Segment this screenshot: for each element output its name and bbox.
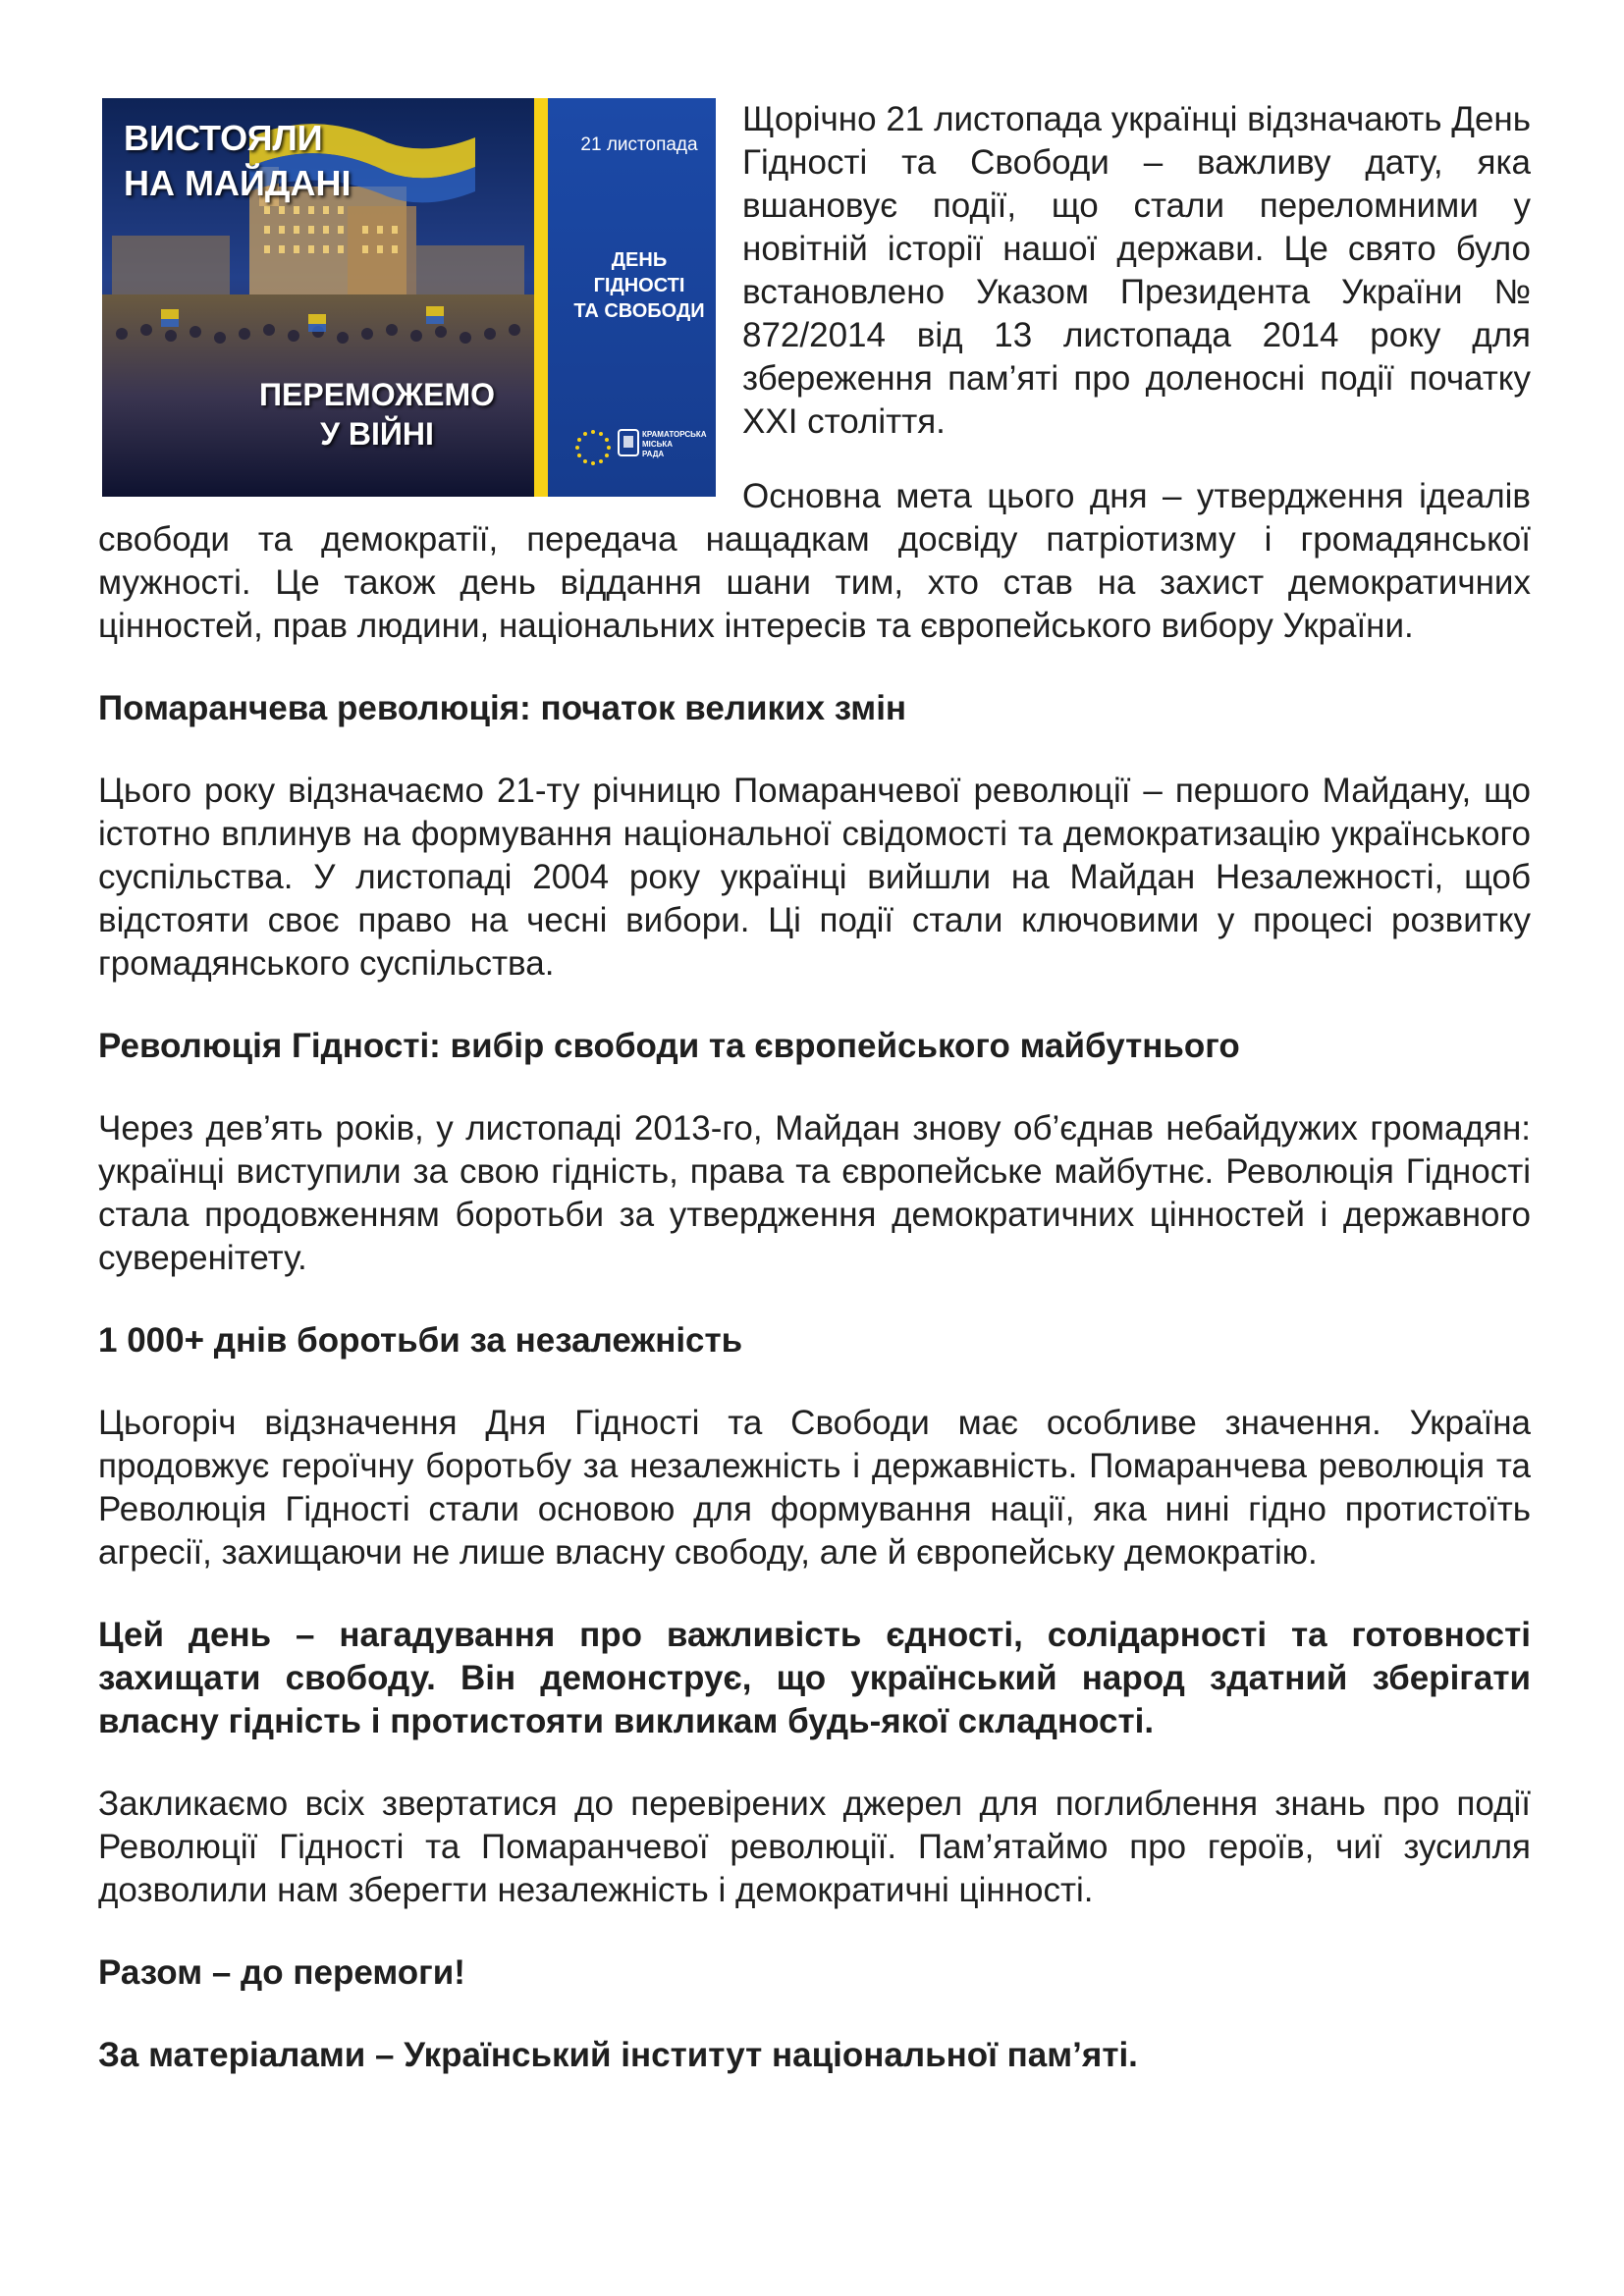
section-heading-orange-revolution: Помаранчева революція: початок великих змін: [98, 689, 907, 727]
section-text-struggle: Цьогоріч відзначення Дня Гідності та Свободи має особливе значення. Україна продовжує героїчну боротьбу за незалежність і державність. Помаранчева революція та Революція Гідності стали основою для формування нації, яка нині гідно протистоїть агресії, захищаючи не лише власну свободу, але й європейську демократію.: [98, 1404, 1531, 1572]
poster-date: 21 листопада: [580, 134, 698, 155]
dignity-day-poster: [102, 98, 716, 497]
poster-day-line1: ДЕНЬ: [611, 249, 668, 271]
poster-council-line2: МІСЬКА: [642, 440, 674, 449]
poster-motto: [249, 375, 505, 454]
mission-paragraph: Основна мета цього дня – утвердження ідеалів свободи та демократії, передача нащадкам досвіду патріотизму і громадянської мужності. Це також день віддання шани тим, хто став на захист демократичних цінностей, прав людини, національних інтересів та європейського вибору України.: [98, 477, 1531, 645]
poster-motto-line2: У ВІЙНІ: [320, 416, 434, 452]
poster-headline-line2: НА МАЙДАНІ: [124, 163, 352, 203]
section-text-revolution-of-dignity: Через дев’ять років, у листопаді 2013-го, Майдан знову об’єднав небайдужих громадян: українці виступили за свою гідність, права та європейське майбутнє. Революція Гідності стала продовженням боротьби за утвердження демократичних цінностей і державного суверенітету.: [98, 1109, 1531, 1277]
section-heading-revolution-of-dignity: Революція Гідності: вибір свободи та європейського майбутнього: [98, 1027, 1240, 1065]
section-heading-struggle: 1 000+ днів боротьби за незалежність: [98, 1321, 743, 1360]
intro-paragraph: Щорічно 21 листопада українці відзначають День Гідності та Свободи – важливу дату, яка вшановує події, що стали переломними у новітній історії нашої держави. Це свято було встановлено Указом Президента України № 872/2014 від 13 листопада 2014 року для збереження пам’яті про доленосні події початку XXI століття.: [742, 100, 1531, 441]
source-credit: За матеріалами – Український інститут національної пам’яті.: [98, 2036, 1138, 2074]
poster-council-line1: КРАМАТОРСЬКА: [642, 430, 707, 439]
poster-day-line2: ГІДНОСТІ: [593, 275, 685, 296]
poster-motto-line1: ПЕРЕМОЖЕМО: [259, 377, 495, 412]
poster-headline: [124, 116, 458, 206]
section-text-orange-revolution: Цього року відзначаємо 21-ту річницю Помаранчевої революції – першого Майдану, що істотно вплинув на формування національної свідомості та демократизацію українського суспільства. У листопаді 2004 року українці вийшли на Майдан Незалежності, щоб відстояти своє право на чесні вибори. Ці події стали ключовими у процесі розвитку громадянського суспільства.: [98, 772, 1531, 983]
call-paragraph: Закликаємо всіх звертатися до перевірених джерел для поглиблення знань про події Революції Гідності та Помаранчевої революції. Пам’ятаймо про героїв, чиї зусилля дозволили нам зберегти незалежність і демократичні цінності.: [98, 1785, 1531, 1909]
poster-council-emblem-text: [642, 430, 711, 459]
poster-headline-line1: ВИСТОЯЛИ: [124, 118, 323, 158]
poster-day-line3: ТА СВОБОДИ: [573, 300, 705, 322]
poster-day-name: [566, 247, 713, 324]
poster-council-line3: РАДА: [642, 450, 665, 458]
slogan: Разом – до перемоги!: [98, 1953, 465, 1992]
emphasis-paragraph: Цей день – нагадування про важливість єдності, солідарності та готовності захищати свободу. Він демонструє, що український народ здатний зберігати власну гідність і протистояти викликам будь-якої складності.: [98, 1616, 1531, 1740]
article-body: [98, 475, 1531, 2077]
